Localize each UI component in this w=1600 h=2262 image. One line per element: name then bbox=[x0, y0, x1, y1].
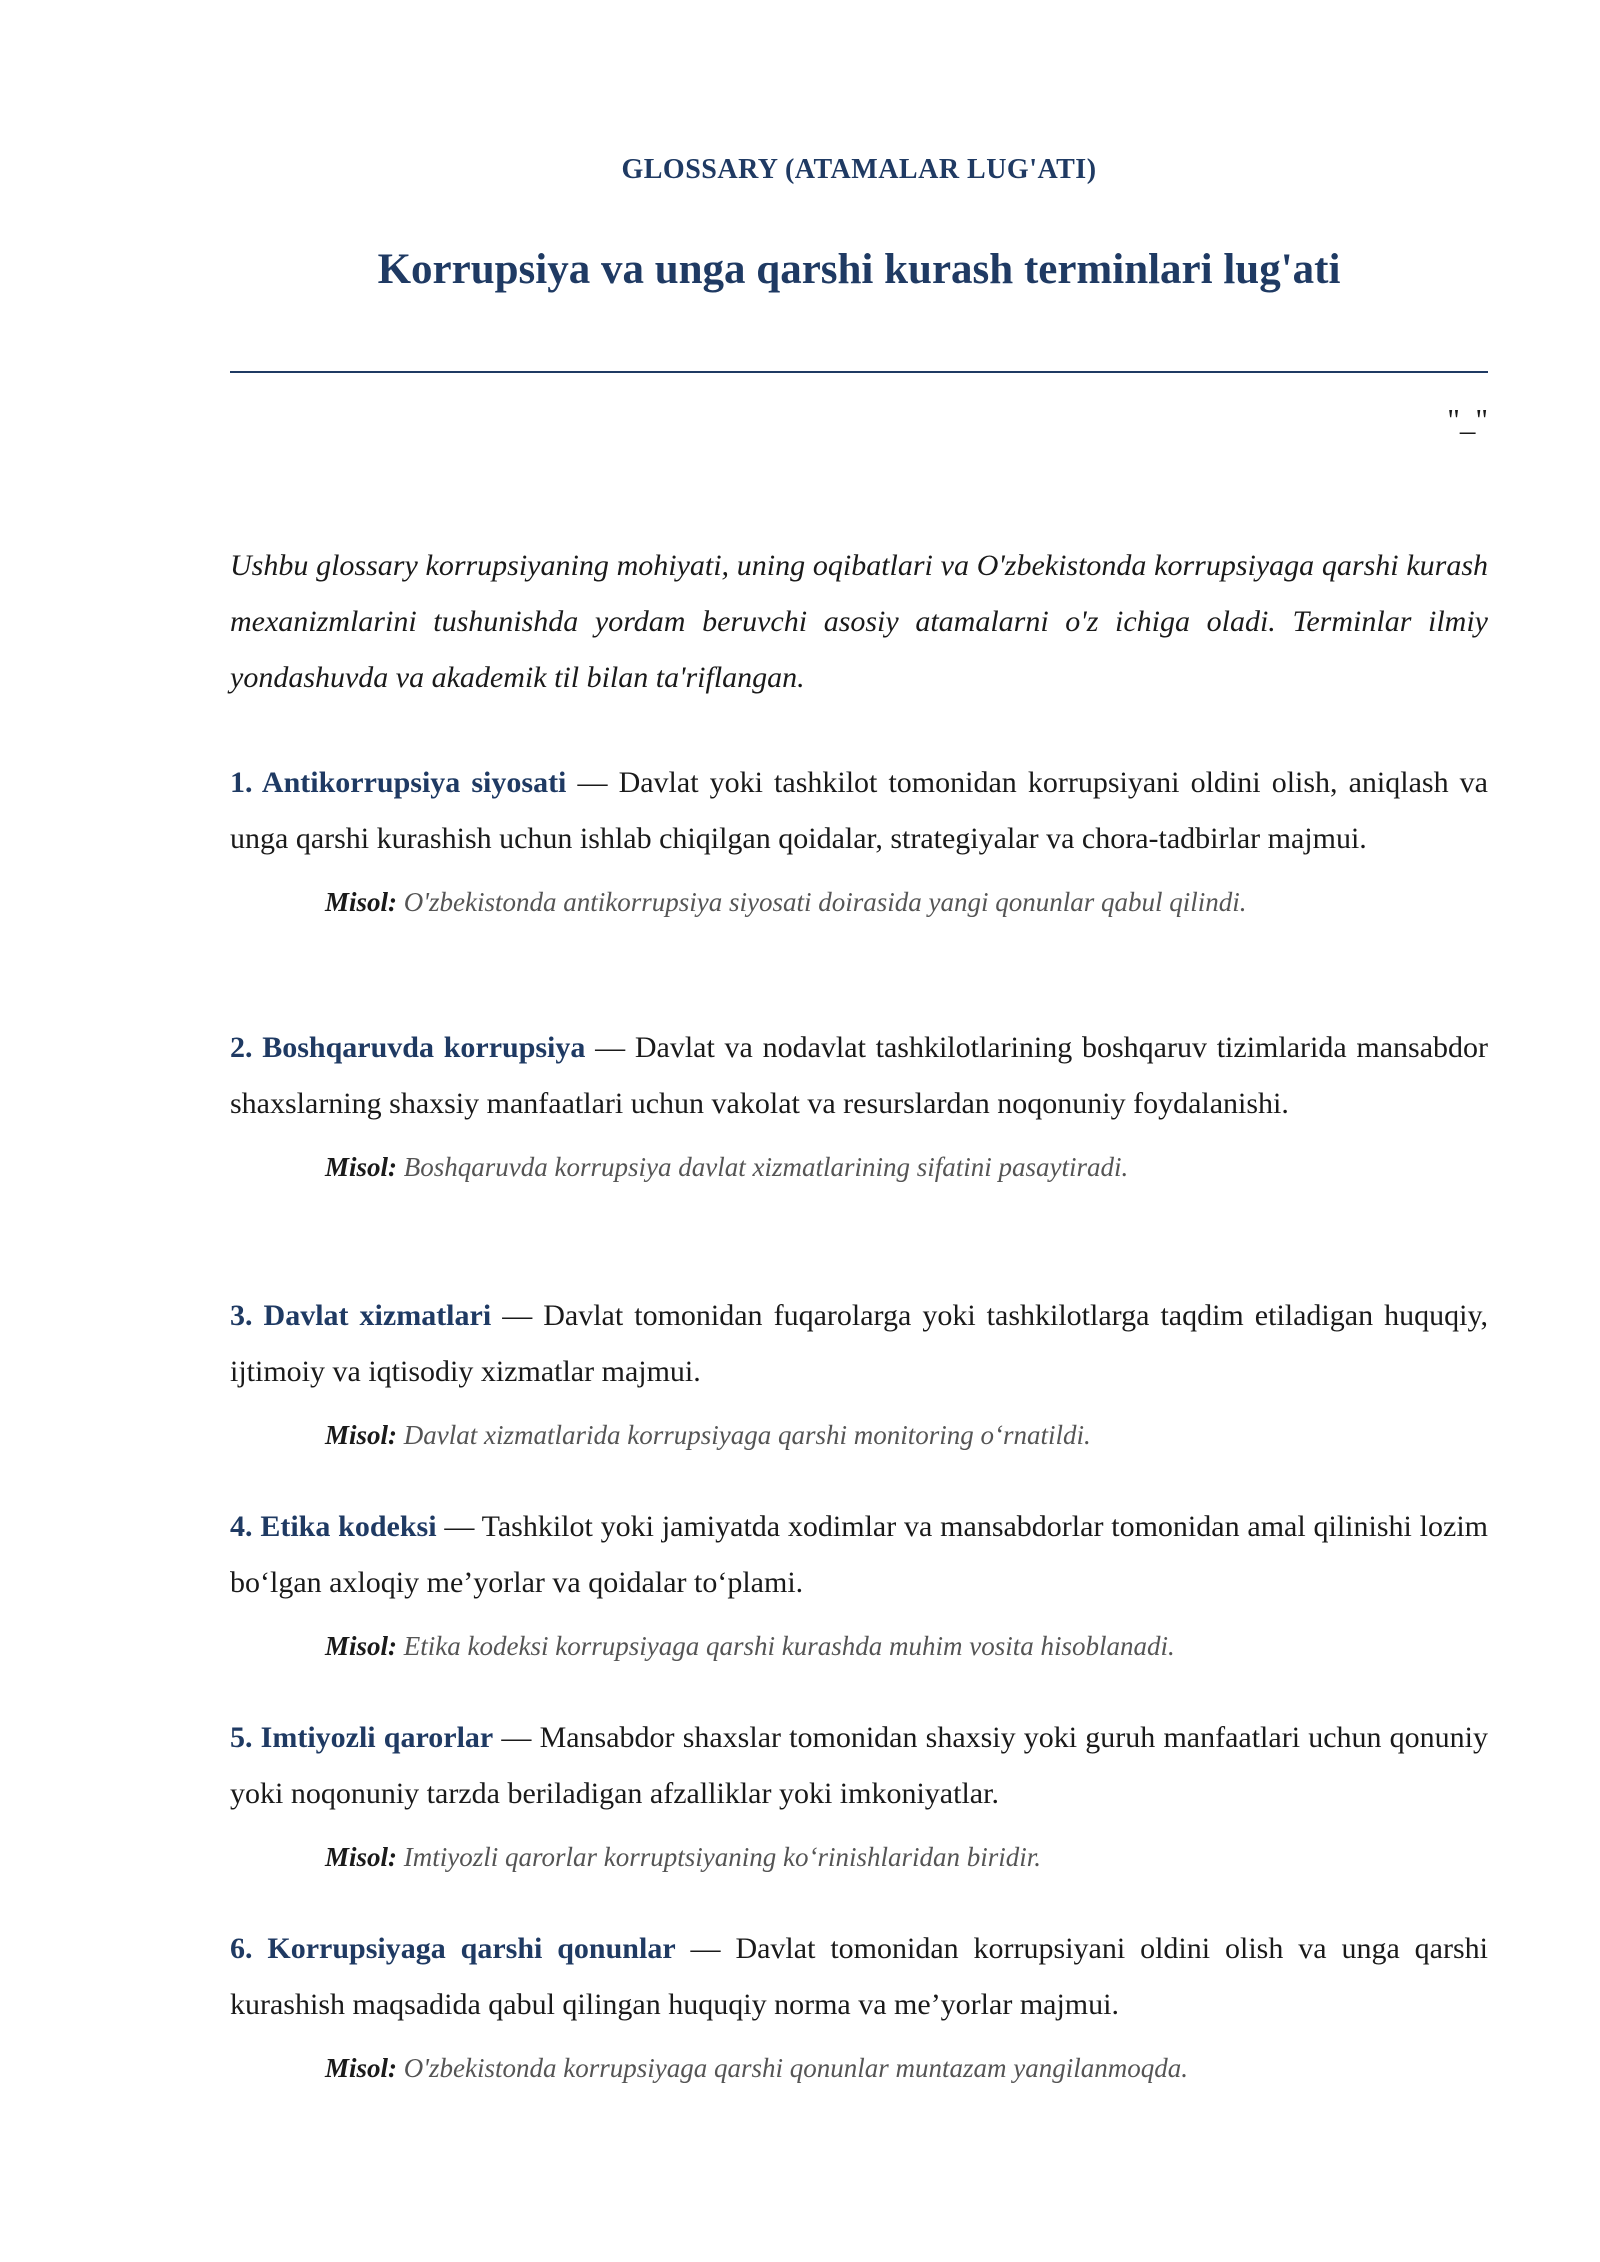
entry-dash: — bbox=[436, 1510, 482, 1543]
entry-definition bbox=[230, 1288, 1488, 1400]
document-header bbox=[230, 150, 1488, 298]
entry-example bbox=[230, 882, 1488, 922]
entry-term: 6. Korrupsiyaga qarshi qonunlar bbox=[230, 1932, 676, 1965]
example-text: O'zbekistonda korrupsiyaga qarshi qonunlar muntazam yangilanmoqda. bbox=[403, 2053, 1189, 2083]
entry-definition bbox=[230, 1921, 1488, 2033]
entry-example bbox=[230, 2048, 1488, 2088]
glossary-entry bbox=[230, 1020, 1488, 1288]
entry-term: 4. Etika kodeksi bbox=[230, 1510, 437, 1543]
placeholder-mark: "_" bbox=[1447, 402, 1488, 437]
entry-dash: — bbox=[493, 1721, 540, 1754]
entry-example bbox=[230, 1626, 1488, 1666]
glossary-heading: GLOSSARY (ATAMALAR LUG'ATI) bbox=[621, 154, 1097, 185]
entry-dash: — bbox=[566, 766, 619, 799]
entry-example bbox=[230, 1415, 1488, 1455]
entry-term: 2. Boshqaruvda korrupsiya bbox=[230, 1031, 586, 1064]
example-text: Boshqaruvda korrupsiya davlat xizmatlarining sifatini pasaytiradi. bbox=[403, 1152, 1129, 1182]
entry-definition bbox=[230, 1020, 1488, 1132]
example-label: Misol: bbox=[325, 1152, 398, 1182]
header-divider bbox=[230, 371, 1488, 373]
glossary-entry bbox=[230, 1499, 1488, 1710]
entry-definition-text: Davlat yoki tashkilot tomonidan korrupsiyani oldini olish, aniqlash va unga qarshi kurashish uchun ishlab chiqilgan qoidalar, strategiyalar va chora-tadbirlar majmui. bbox=[230, 766, 1488, 855]
example-label: Misol: bbox=[325, 887, 398, 917]
glossary-entry bbox=[230, 1921, 1488, 2132]
entry-example bbox=[230, 1147, 1488, 1187]
entry-dash: — bbox=[585, 1031, 635, 1064]
glossary-entry bbox=[230, 1288, 1488, 1499]
entry-example bbox=[230, 1837, 1488, 1877]
example-label: Misol: bbox=[325, 1420, 398, 1450]
example-label: Misol: bbox=[325, 2053, 398, 2083]
entry-term: 1. Antikorrupsiya siyosati bbox=[230, 766, 567, 799]
example-label: Misol: bbox=[325, 1631, 398, 1661]
entry-definition-text: Davlat va nodavlat tashkilotlarining boshqaruv tizimlarida mansabdor shaxslarning shaxsiy manfaatlari uchun vakolat va resurslardan noqonuniy foydalanishi. bbox=[230, 1031, 1489, 1120]
example-text: Etika kodeksi korrupsiyaga qarshi kurashda muhim vosita hisoblanadi. bbox=[403, 1631, 1175, 1661]
intro-paragraph: Ushbu glossary korrupsiyaning mohiyati, uning oqibatlari va O'zbekistonda korrupsiyaga qarshi kurash mexanizmlarini tushunishda yordam beruvchi asosiy atamalarni o'z ichiga oladi. Terminlar ilmiy yondashuvda va akademik til bilan ta'riflangan. bbox=[230, 549, 1488, 694]
entry-dash: — bbox=[675, 1932, 736, 1965]
entry-definition-text: Davlat tomonidan korrupsiyani oldini olish va unga qarshi kurashish maqsadida qabul qilingan huquqiy norma va me’yorlar majmui. bbox=[230, 1932, 1488, 2021]
glossary-entries bbox=[230, 755, 1488, 2132]
entry-definition-text: Mansabdor shaxslar tomonidan shaxsiy yoki guruh manfaatlari uchun qonuniy yoki noqonuniy tarzda beriladigan afzalliklar yoki imkoniyatlar. bbox=[230, 1721, 1489, 1810]
example-text: Davlat xizmatlarida korrupsiyaga qarshi monitoring o‘rnatildi. bbox=[403, 1420, 1091, 1450]
glossary-entry bbox=[230, 1710, 1488, 1921]
entry-definition-text: Tashkilot yoki jamiyatda xodimlar va mansabdorlar tomonidan amal qilinishi lozim bo‘lgan axloqiy me’yorlar va qoidalar to‘plami. bbox=[230, 1510, 1488, 1599]
entry-term: 5. Imtiyozli qarorlar bbox=[230, 1721, 494, 1754]
entry-definition bbox=[230, 1499, 1488, 1611]
entry-term: 3. Davlat xizmatlari bbox=[230, 1299, 492, 1332]
example-text: O'zbekistonda antikorrupsiya siyosati doirasida yangi qonunlar qabul qilindi. bbox=[403, 887, 1247, 917]
entry-definition-text: Davlat tomonidan fuqarolarga yoki tashkilotlarga taqdim etiladigan huquqiy, ijtimoiy va iqtisodiy xizmatlar majmui. bbox=[230, 1299, 1489, 1388]
entry-definition bbox=[230, 755, 1488, 867]
glossary-entry bbox=[230, 755, 1488, 1020]
example-label: Misol: bbox=[325, 1842, 398, 1872]
entry-definition bbox=[230, 1710, 1488, 1822]
example-text: Imtiyozli qarorlar korruptsiyaning ko‘rinishlaridan biridir. bbox=[403, 1842, 1042, 1872]
page-title: Korrupsiya va unga qarshi kurash terminlari lug'ati bbox=[377, 246, 1341, 293]
entry-dash: — bbox=[491, 1299, 544, 1332]
